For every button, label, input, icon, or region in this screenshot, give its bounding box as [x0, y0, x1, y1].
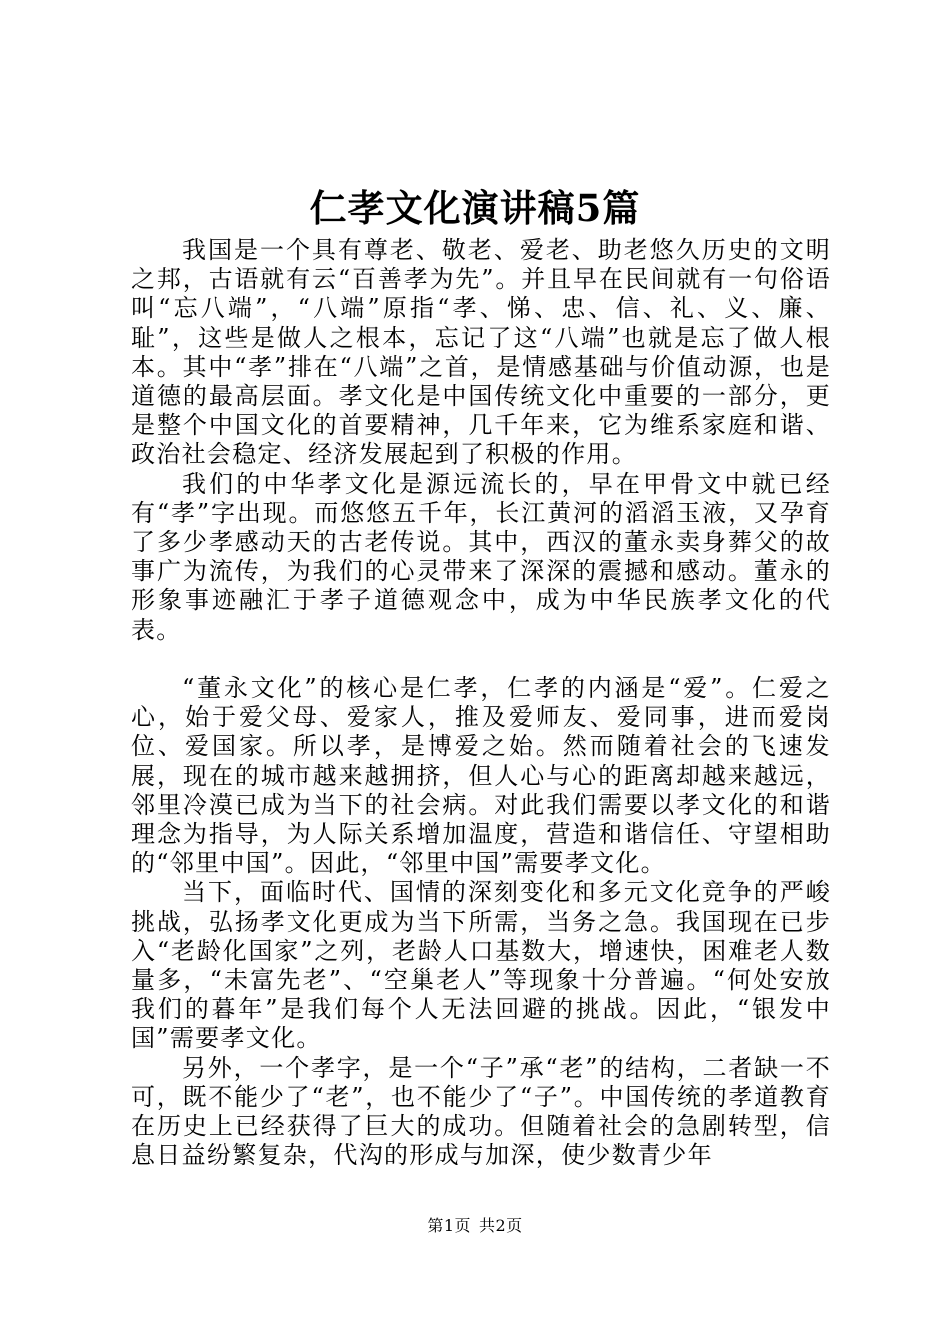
- document-title: 仁孝文化演讲稿5篇: [309, 186, 641, 230]
- page-total: 共2页: [479, 1216, 523, 1235]
- paragraph-1: 我国是一个具有尊老、敬老、爱老、助老悠久历史的文明之邦，古语就有云“百善孝为先”。并且早在民间就有一句俗语叫“忘八端”，“八端”原指“孝、悌、忠、信、礼、义、廉、耻”，这些是做人之根本，忘记了这“八端”也就是忘了做人根本。其中“孝”排在“八端”之首，是情感基础与价值动源，也是道德的最高层面。孝文化是中国传统文化中重要的一部分，更是整个中国文化的首要精神，几千年来，它为维系家庭和谐、政治社会稳定、经济发展起到了积极的作用。: [131, 236, 831, 469]
- paragraph-2: 我们的中华孝文化是源远流长的，早在甲骨文中就已经有“孝”字出现。而悠悠五千年，长江黄河的滔滔玉液，又孕育了多少孝感动天的古老传说。其中，西汉的董永卖身葬父的故事广为流传，为我们的心灵带来了深深的震撼和感动。董永的形象事迹融汇于孝子道德观念中，成为中华民族孝文化的代表。: [131, 469, 831, 644]
- paragraph-5: 另外，一个孝字，是一个“子”承“老”的结构，二者缺一不可，既不能少了“老”，也不能少了“子”。中国传统的孝道教育在历史上已经获得了巨大的成功。但随着社会的急剧转型，信息日益纷繁复杂，代沟的形成与加深，使少数青少年: [131, 1053, 831, 1170]
- paragraph-3: “董永文化”的核心是仁孝，仁孝的内涵是“爱”。仁爱之心，始于爱父母、爱家人，推及爱师友、爱同事，进而爱岗位、爱国家。所以孝，是博爱之始。然而随着社会的飞速发展，现在的城市越来越拥挤，但人心与心的距离却越来越远，邻里冷漠已成为当下的社会病。对此我们需要以孝文化的和谐理念为指导，为人际关系增加温度，营造和谐信任、守望相助的“邻里中国”。因此，“邻里中国”需要孝文化。: [131, 674, 831, 878]
- paragraph-spacer: [131, 645, 831, 674]
- paragraph-4: 当下，面临时代、国情的深刻变化和多元文化竞争的严峻挑战，弘扬孝文化更成为当下所需，当务之急。我国现在已步入“老龄化国家”之列，老龄人口基数大，增速快，困难老人数量多，“未富先老”、“空巢老人”等现象十分普遍。“何处安放我们的暮年”是我们每个人无法回避的挑战。因此，“银发中国”需要孝文化。: [131, 878, 831, 1053]
- document-body: [131, 236, 831, 1170]
- page-number: 第1页: [427, 1216, 471, 1235]
- page-footer: [0, 1216, 950, 1236]
